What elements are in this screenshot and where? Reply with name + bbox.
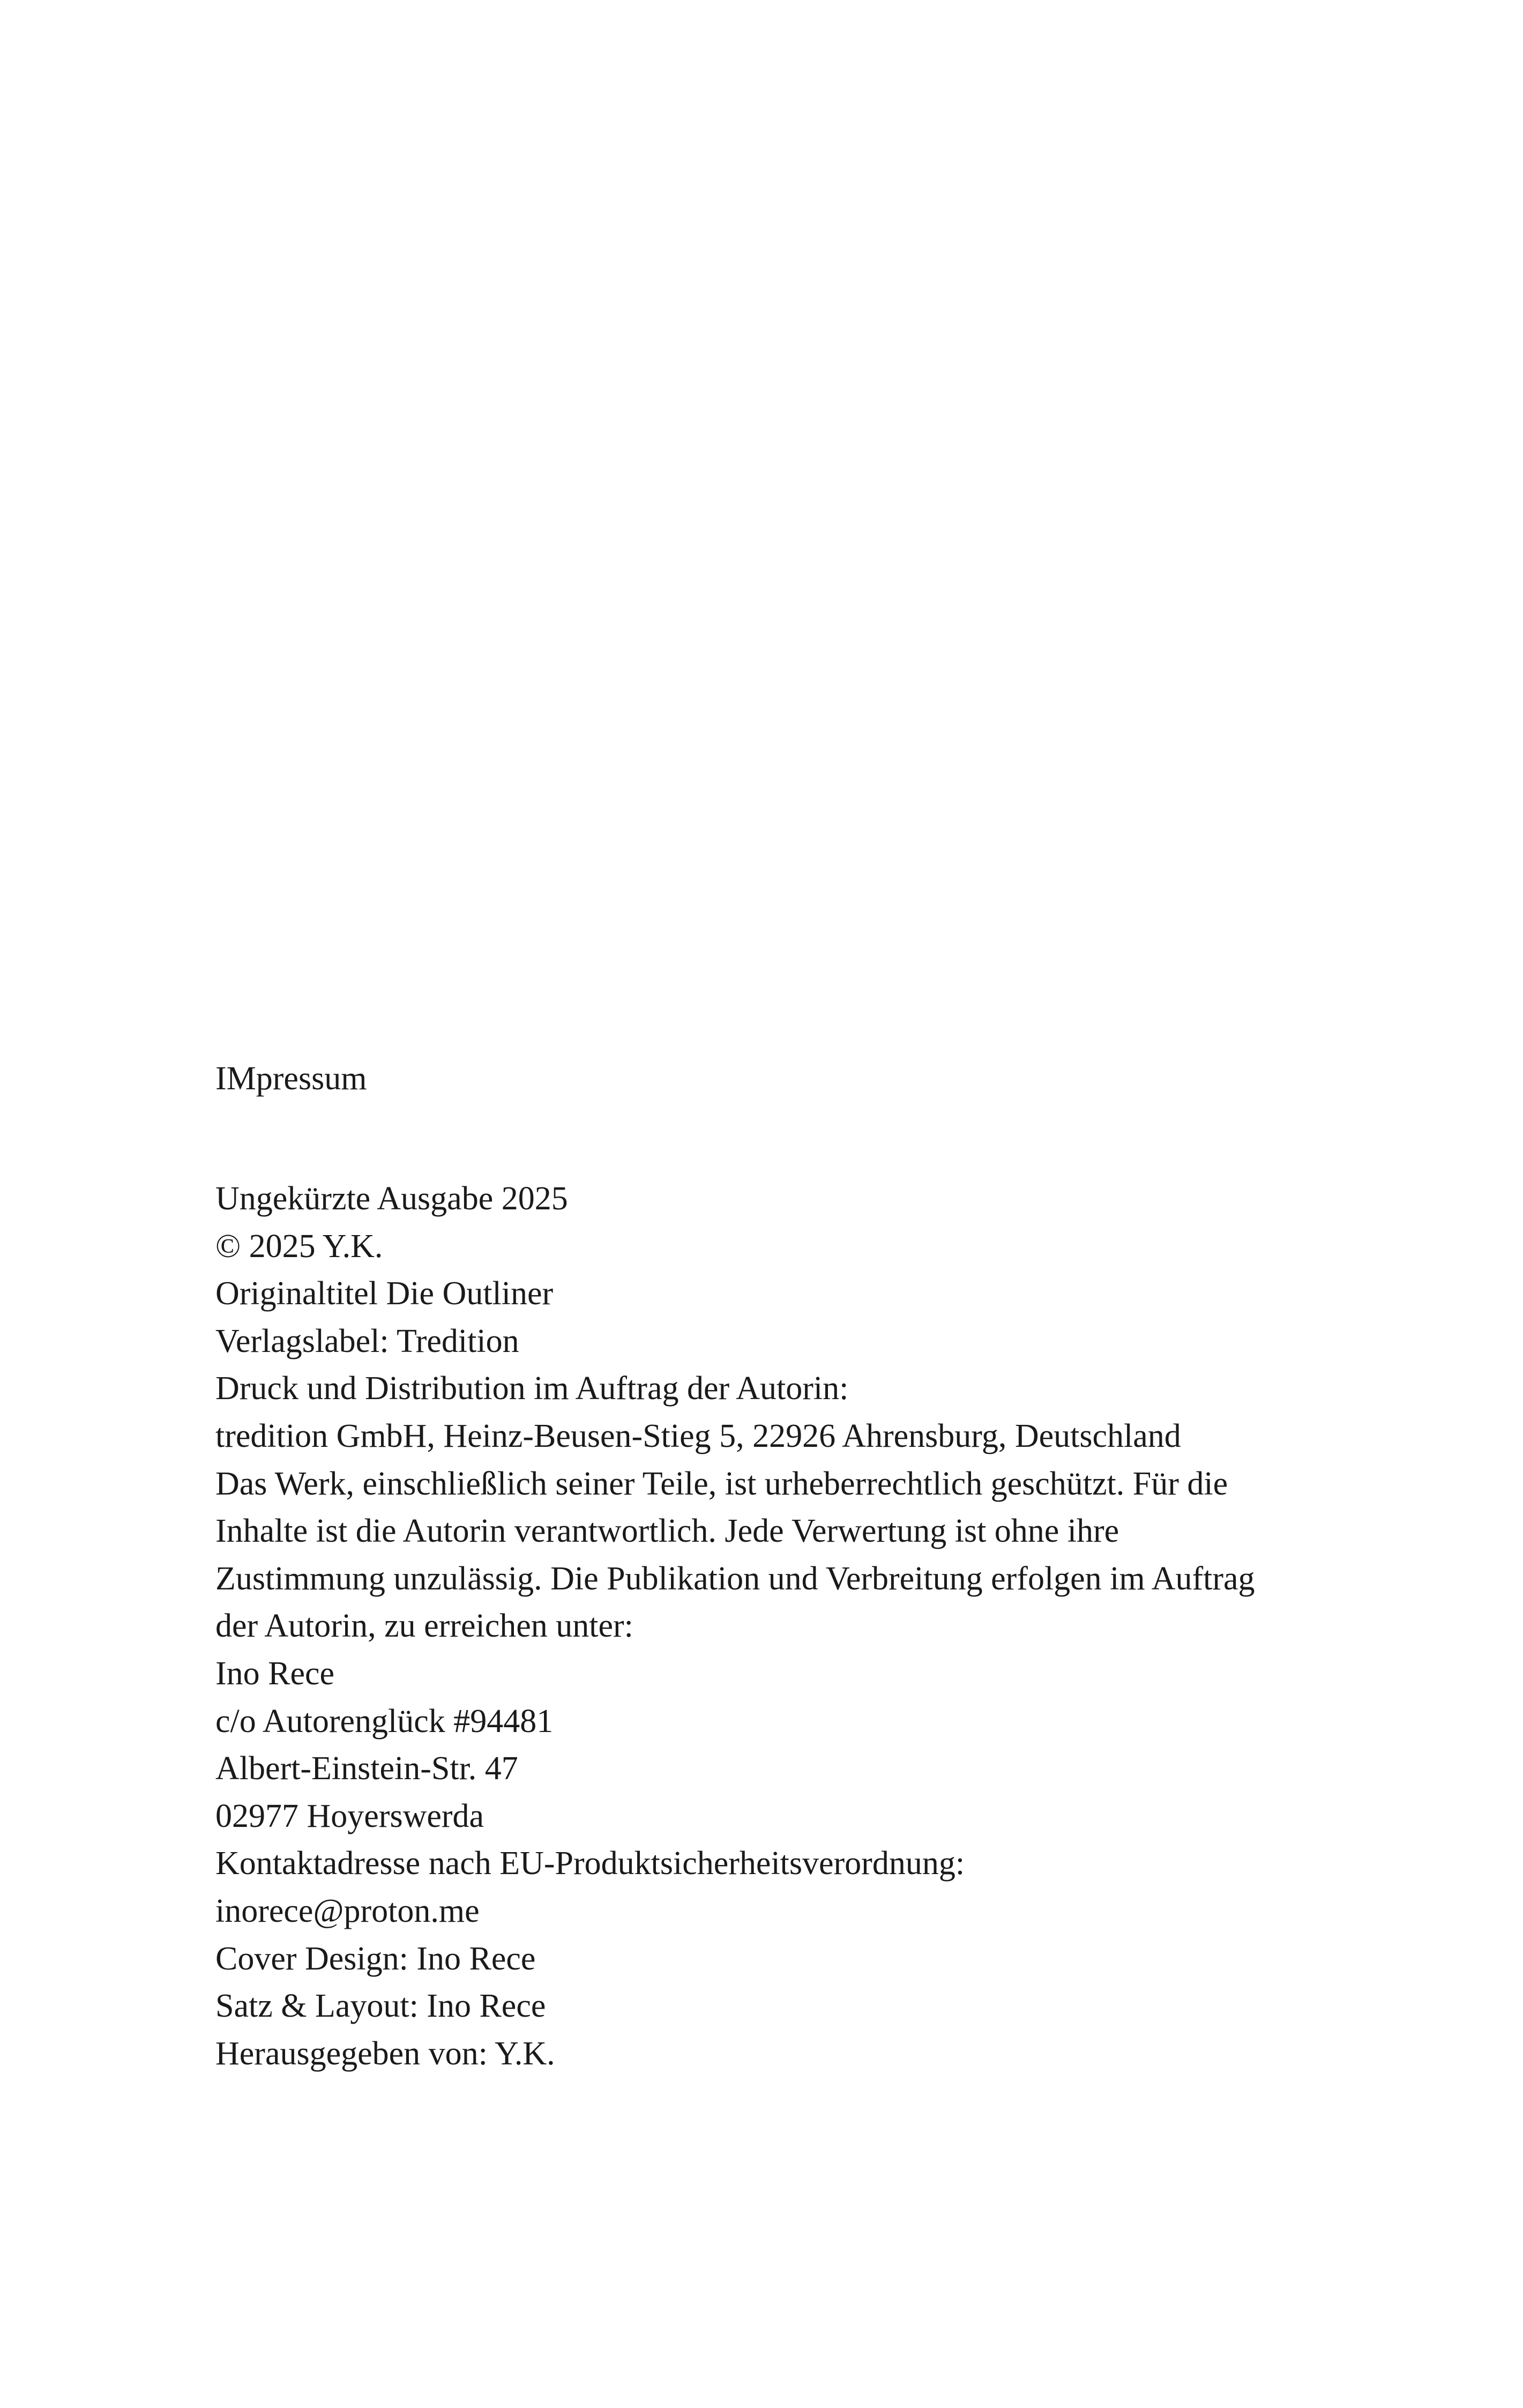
layout-line: Satz & Layout: Ino Rece bbox=[215, 1988, 546, 2025]
cover-design-line: Cover Design: Ino Rece bbox=[215, 1940, 536, 1977]
rights-text-line: der Autorin, zu erreichen unter: bbox=[215, 1608, 633, 1645]
distribution-line: Druck und Distribution im Auftrag der Autorin: bbox=[215, 1370, 849, 1407]
rights-text-line: Das Werk, einschließlich seiner Teile, ist urheberrechtlich geschützt. Für die bbox=[215, 1465, 1228, 1502]
printer-address-line: tredition GmbH, Heinz-Beusen-Stieg 5, 22926 Ahrensburg, Deutschland bbox=[215, 1417, 1181, 1454]
impressum-text-block bbox=[215, 1175, 1330, 2077]
contact-email-line: inorece@proton.me bbox=[215, 1892, 480, 1929]
contact-co-line: c/o Autorenglück #94481 bbox=[215, 1703, 554, 1740]
publisher-line: Herausgegeben von: Y.K. bbox=[215, 2035, 555, 2072]
impressum-heading: IMpressum bbox=[215, 1060, 367, 1097]
rights-text-line: Zustimmung unzulässig. Die Publikation und Verbreitung erfolgen im Auftrag bbox=[215, 1560, 1255, 1597]
edition-line: Ungekürzte Ausgabe 2025 bbox=[215, 1180, 568, 1217]
contact-street-line: Albert-Einstein-Str. 47 bbox=[215, 1750, 518, 1787]
contact-name-line: Ino Rece bbox=[215, 1655, 335, 1692]
contact-address-heading-line: Kontaktadresse nach EU-Produktsicherheitsverordnung: bbox=[215, 1845, 965, 1882]
contact-city-line: 02977 Hoyerswerda bbox=[215, 1797, 484, 1834]
publisher-label-line: Verlagslabel: Tredition bbox=[215, 1322, 519, 1359]
rights-text-line: Inhalte ist die Autorin verantwortlich. Jede Verwertung ist ohne ihre bbox=[215, 1513, 1119, 1550]
original-title-line: Originaltitel Die Outliner bbox=[215, 1275, 554, 1312]
copyright-line: © 2025 Y.K. bbox=[215, 1228, 383, 1265]
